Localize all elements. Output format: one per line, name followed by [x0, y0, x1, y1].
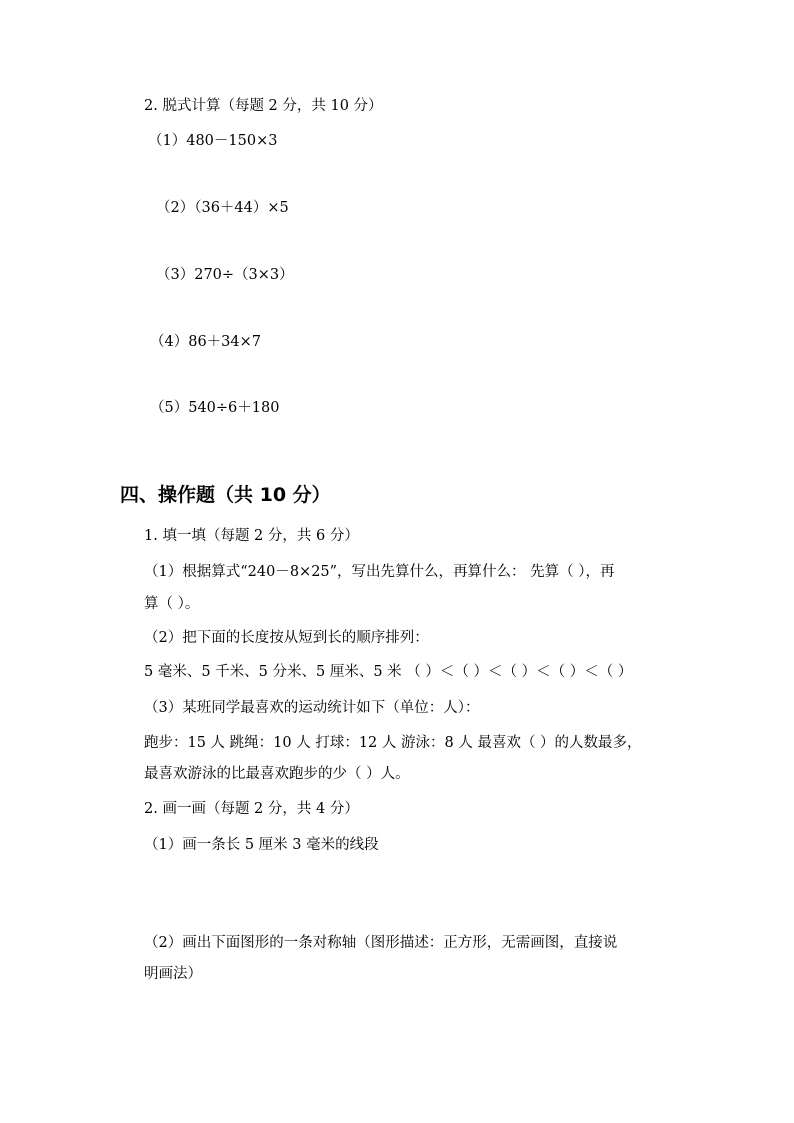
draw-item-2-line-2: 明画法） — [144, 966, 202, 982]
calc-item-5: （5）540÷6＋180 — [150, 400, 280, 416]
fill-item-2-line-2: 5 毫米、5 千米、5 分米、5 厘米、5 米 （ ）＜（ ）＜（ ）＜（ ）＜（ ） — [144, 664, 633, 680]
calc-item-4: （4）86＋34×7 — [150, 334, 262, 350]
calc-question-title: 2. 脱式计算（每题 2 分，共 10 分） — [144, 98, 383, 114]
fill-item-3-line-3: 最喜欢游泳的比最喜欢跑步的少（ ）人。 — [144, 766, 410, 782]
section-heading-operations: 四、操作题（共 10 分） — [120, 484, 331, 506]
draw-item-1: （1）画一条长 5 厘米 3 毫米的线段 — [144, 837, 379, 853]
fill-item-2-line-1: （2）把下面的长度按从短到长的顺序排列： — [144, 630, 429, 646]
fill-question-title: 1. 填一填（每题 2 分，共 6 分） — [144, 528, 359, 544]
fill-item-1-line-1: （1）根据算式“240－8×25”，写出先算什么，再算什么： 先算（ ），再 — [144, 564, 615, 580]
calc-item-2: （2）（36＋44）×5 — [156, 200, 289, 216]
draw-item-2-line-1: （2）画出下面图形的一条对称轴（图形描述：正方形，无需画图，直接说 — [144, 935, 618, 951]
calc-item-1: （1）480－150×3 — [148, 133, 278, 149]
fill-item-3-line-2: 跑步：15 人 跳绳：10 人 打球：12 人 游泳：8 人 最喜欢（ ）的人数最多， — [144, 735, 642, 751]
fill-item-1-line-2: 算（ ）。 — [144, 596, 200, 612]
fill-item-3-line-1: （3）某班同学最喜欢的运动统计如下（单位：人）： — [144, 700, 480, 716]
calc-item-3: （3）270÷（3×3） — [156, 267, 294, 283]
draw-question-title: 2. 画一画（每题 2 分，共 4 分） — [144, 801, 359, 817]
